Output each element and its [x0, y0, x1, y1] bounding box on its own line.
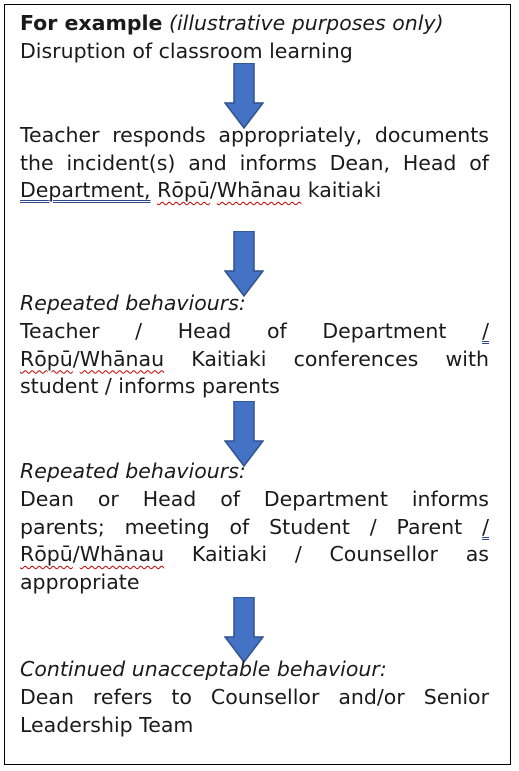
- intro-block: [20, 10, 489, 65]
- down-arrow-icon: [224, 597, 264, 663]
- step-4-slash: /: [482, 514, 489, 539]
- step-3-text: [20, 318, 489, 401]
- step-4-heading: Repeated behaviours:: [20, 459, 246, 483]
- step-2-ropu: Rōpū: [157, 178, 210, 202]
- step-2-part-2: kaitiaki: [301, 178, 382, 202]
- step-3-heading: Repeated behaviours:: [20, 291, 246, 315]
- step-4-ropu: Rōpū: [20, 542, 73, 566]
- step-1-text: Disruption of classroom learning: [20, 38, 353, 63]
- step-4-slash-2: /: [72, 542, 80, 566]
- step-3-slash-2: /: [72, 346, 80, 371]
- step-2-part-1: Teacher responds appropriately, documents the incident(s) and informs Dean, Head of: [20, 123, 489, 175]
- intro-heading: For example: [20, 11, 163, 35]
- step-4-part-2: Kaitiaki / Counsellor as appropriate: [20, 542, 489, 594]
- step-2-whanau: Whānau: [216, 178, 302, 202]
- down-arrow-icon: [224, 231, 264, 297]
- step-2-slash: /: [209, 178, 217, 202]
- step-5-heading: Continued unacceptable behaviour:: [20, 657, 387, 681]
- step-3-part-2: Kaitiaki conferences with student / informs parents: [20, 346, 489, 398]
- step-4-text: [20, 486, 489, 596]
- step-4-part-1: Dean or Head of Department informs parents; meeting of Student / Parent: [20, 487, 489, 539]
- step-3-slash: /: [482, 319, 489, 343]
- step-4-whanau: Whānau: [79, 542, 165, 566]
- step-5-text: Dean refers to Counsellor and/or Senior Leadership Team: [20, 685, 489, 737]
- step-3-ropu: Rōpū: [20, 346, 73, 371]
- step-3-part-1: Teacher / Head of Department: [20, 319, 483, 343]
- intro-qualifier: (illustrative purposes only): [168, 11, 444, 35]
- down-arrow-icon: [224, 63, 264, 129]
- step-3-whanau: Whānau: [79, 346, 165, 371]
- step-2-text: [20, 122, 489, 205]
- step-2-department: Department,: [20, 178, 151, 202]
